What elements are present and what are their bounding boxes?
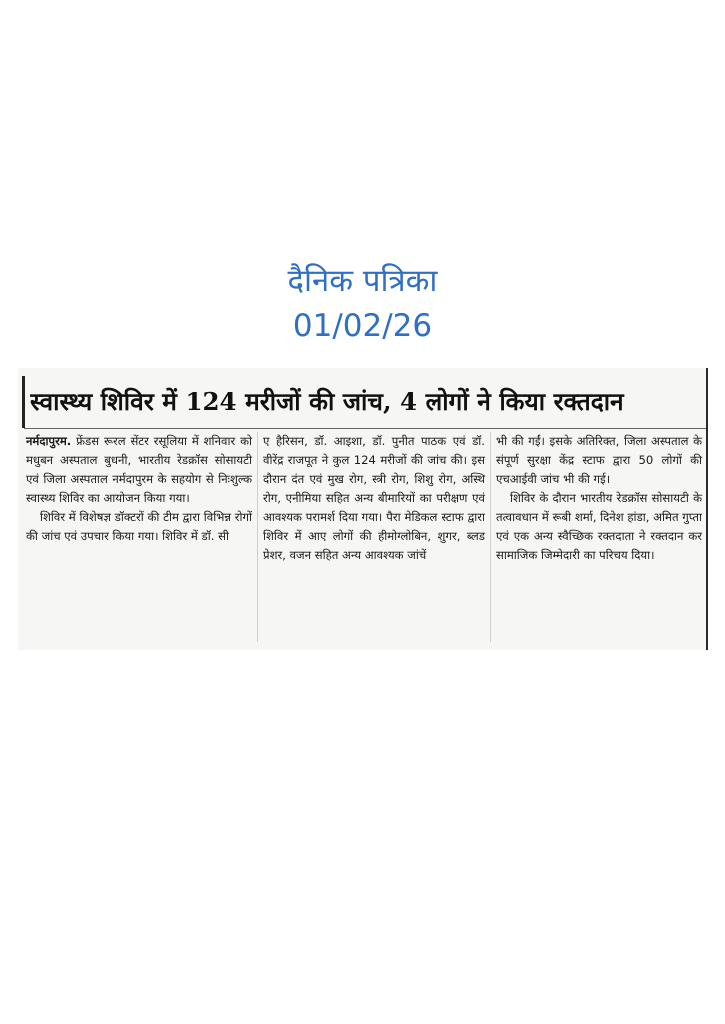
article-column-1 bbox=[26, 432, 252, 546]
column-1-paragraph-1 bbox=[26, 432, 252, 508]
column-3-paragraph-1: भी की गईं। इसके अतिरिक्त, जिला अस्पताल के संपूर्ण सुरक्षा केंद्र स्टाफ द्वारा 50 लोगों की एचआईवी जांच भी की गई। bbox=[496, 434, 702, 486]
column-3-paragraph-2: शिविर के दौरान भारतीय रेडक्रॉस सोसायटी के तत्वावधान में रूबी शर्मा, दिनेश हांडा, अमित गुप्ता एवं एक अन्य स्वैच्छिक रक्तदाता ने रक्तदान कर सामाजिक जिम्मेदारी का परिचय दिया। bbox=[496, 491, 702, 562]
column-separator bbox=[490, 432, 491, 642]
clipping-edge-mark bbox=[22, 376, 25, 428]
article-column-3 bbox=[496, 432, 702, 565]
column-2-paragraph-1: ए हैरिसन, डॉ. आइशा, डॉ. पुनीत पाठक एवं डॉ. वीरेंद्र राजपूत ने कुल 124 मरीजों की जांच की। इस दौरान दंत एवं मुख रोग, स्त्री रोग, शिशु रोग, अस्थि रोग, एनीमिया सहित अन्य बीमारियों का परीक्षण एवं आवश्यक परामर्श दिया गया। पैरा मेडिकल स्टाफ द्वारा शिविर में आए लोगों की हीमोग्लोबिन, शुगर, ब्लड प्रेशर, वजन सहित अन्य आवश्यक जांचें bbox=[263, 434, 485, 562]
column-separator bbox=[257, 432, 258, 642]
article-column-2 bbox=[263, 432, 485, 565]
newspaper-clipping bbox=[18, 368, 708, 650]
article-headline: स्वास्थ्य शिविर में 124 मरीजों की जांच, 4 लोगों ने किया रक्तदान bbox=[30, 387, 624, 416]
column-1-paragraph-2: शिविर में विशेषज्ञ डॉक्टरों की टीम द्वारा विभिन्न रोगों की जांच एवं उपचार किया गया। शिविर में डॉ. सी bbox=[26, 510, 252, 543]
article-dateline: नर्मदापुरम. bbox=[26, 434, 72, 448]
headline-divider bbox=[24, 428, 706, 429]
publication-date-stamp: 01/02/26 bbox=[292, 308, 433, 344]
column-1-paragraph-1-text: फ्रेंडस रूरल सेंटर रसूलिया में शनिवार को मधुबन अस्पताल बुधनी, भारतीय रेडक्रॉस सोसायटी एवं जिला अस्पताल नर्मदापुरम के सहयोग से निःशुल्क स्वास्थ्य शिविर का आयोजन किया गया। bbox=[26, 434, 252, 505]
newspaper-name-stamp: दैनिक पत्रिका bbox=[287, 263, 438, 299]
